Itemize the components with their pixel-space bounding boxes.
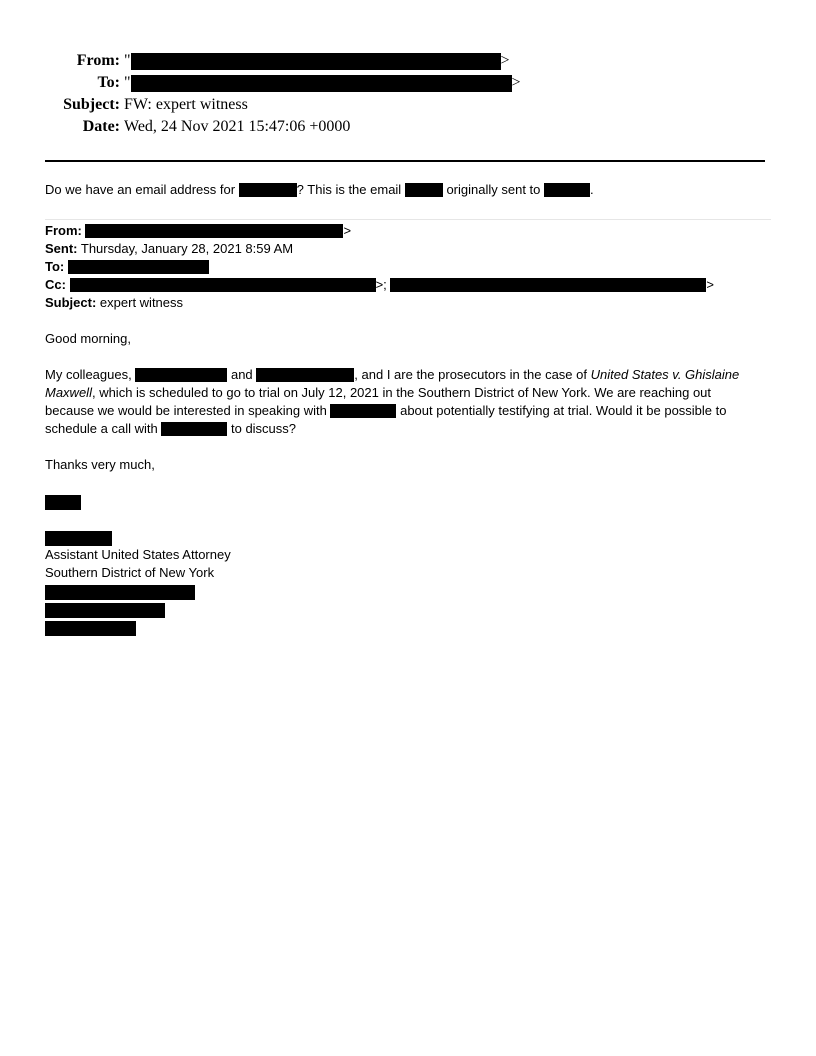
outer-subject-label: Subject: bbox=[63, 96, 120, 113]
body-text: My colleagues, bbox=[45, 367, 132, 382]
outer-to-label: To: bbox=[97, 74, 120, 91]
inner-subject-row bbox=[45, 294, 183, 312]
quote-mark: " bbox=[124, 52, 131, 69]
redaction bbox=[45, 495, 81, 510]
angle-bracket: > bbox=[706, 277, 715, 292]
inner-cc-row bbox=[45, 276, 714, 294]
redaction bbox=[45, 531, 112, 546]
body-line bbox=[45, 420, 296, 438]
redaction bbox=[68, 260, 209, 274]
forward-note bbox=[45, 181, 594, 199]
angle-bracket: > bbox=[511, 74, 521, 91]
inner-sent-label: Sent: bbox=[45, 241, 78, 256]
body-line bbox=[45, 402, 726, 420]
note-text: originally sent to bbox=[446, 182, 541, 197]
redaction bbox=[131, 53, 501, 70]
inner-to-row bbox=[45, 258, 209, 276]
signature-title: Assistant United States Attorney bbox=[45, 547, 231, 562]
body-text: because we would be interested in speaking with bbox=[45, 403, 327, 418]
inner-from-label: From: bbox=[45, 223, 82, 238]
outer-subject-value: FW: expert witness bbox=[124, 96, 248, 113]
outer-date-row bbox=[0, 118, 816, 140]
outer-from-label: From: bbox=[76, 52, 120, 69]
redaction bbox=[70, 278, 376, 292]
inner-to-label: To: bbox=[45, 259, 65, 274]
outer-to-value bbox=[124, 74, 521, 92]
redaction bbox=[135, 368, 227, 382]
body-text: , and I are the prosecutors in the case of bbox=[354, 367, 587, 382]
signature-office: Southern District of New York bbox=[45, 565, 215, 580]
cc-separator: >; bbox=[375, 277, 387, 292]
inner-sent-row bbox=[45, 240, 293, 258]
outer-from-value bbox=[124, 52, 510, 70]
redaction bbox=[45, 603, 165, 618]
sign-off: Thanks very much, bbox=[45, 457, 155, 472]
inner-from-row bbox=[45, 222, 351, 240]
greeting: Good morning, bbox=[45, 331, 131, 346]
redaction bbox=[131, 75, 512, 92]
quote-mark: " bbox=[124, 74, 131, 91]
body-text: and bbox=[230, 367, 253, 382]
outer-date-label: Date: bbox=[82, 118, 120, 135]
redaction bbox=[390, 278, 706, 292]
note-text: . bbox=[590, 182, 594, 197]
redaction bbox=[544, 183, 590, 197]
note-text: Do we have an email address for bbox=[45, 182, 236, 197]
case-name: United States v. Ghislaine bbox=[590, 367, 740, 382]
angle-bracket: > bbox=[500, 52, 510, 69]
outer-to-row bbox=[0, 74, 816, 96]
body-line bbox=[45, 366, 739, 384]
outer-date-value: Wed, 24 Nov 2021 15:47:06 +0000 bbox=[124, 118, 351, 135]
body-text: , which is scheduled to go to trial on July 12, 2021 in the Southern District of New York. We are reaching out bbox=[91, 385, 712, 400]
case-name: Maxwell bbox=[45, 385, 92, 400]
redaction bbox=[330, 404, 396, 418]
body-line bbox=[45, 384, 711, 402]
redaction bbox=[239, 183, 297, 197]
angle-bracket: > bbox=[343, 223, 352, 238]
body-text: about potentially testifying at trial. Would it be possible to bbox=[400, 403, 727, 418]
outer-from-row bbox=[0, 52, 816, 74]
redaction bbox=[405, 183, 443, 197]
redaction bbox=[85, 224, 343, 238]
inner-subject-label: Subject: bbox=[45, 295, 97, 310]
body-text: schedule a call with bbox=[45, 421, 158, 436]
note-text: ? This is the email bbox=[296, 182, 402, 197]
outer-subject-row bbox=[0, 96, 816, 118]
message-divider bbox=[45, 219, 771, 220]
inner-cc-label: Cc: bbox=[45, 277, 66, 292]
inner-subject-value: expert witness bbox=[99, 295, 184, 310]
redaction bbox=[45, 621, 136, 636]
inner-sent-value: Thursday, January 28, 2021 8:59 AM bbox=[80, 241, 294, 256]
header-divider bbox=[45, 160, 765, 162]
redaction bbox=[256, 368, 354, 382]
redaction bbox=[161, 422, 227, 436]
redaction bbox=[45, 585, 195, 600]
body-text: to discuss? bbox=[230, 421, 297, 436]
